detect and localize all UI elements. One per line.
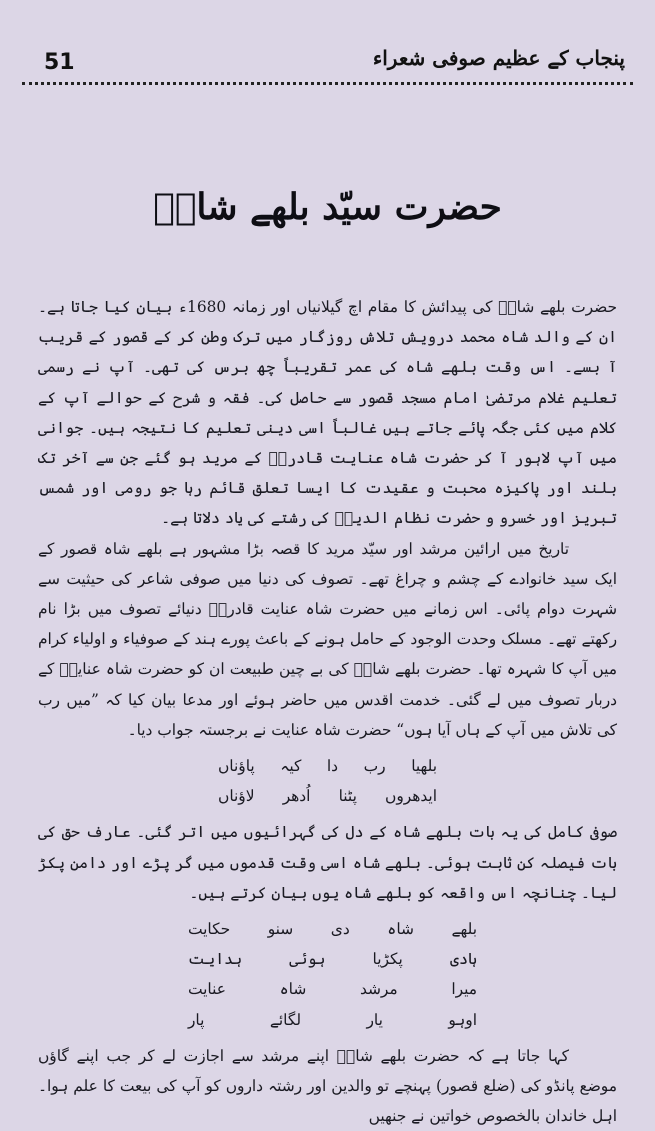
paragraph-1: حضرت بلھے شاہؒ کی پیدائش کا مقام اچ گیلانیاں اور زمانہ 1680ء بیان کیا جاتا ہے۔ ان کے والد شاہ محمد درویش تلاش روزگار میں ترک وطن کر کے قصور کے قریب آ بسے۔ اس وقت بلھے شاہ کی عمر تقریباً چھ برس کی تھی۔ آپ نے رسمی تعلیم غلام مرتضیٰ امام مسجد قصور سے حاصل کی۔ فقہ و شرح کے حوالے آپ کے کلام میں کئی جگہ پائے جاتے ہیں غالباً اسی دینی تعلیم کا نتیجہ ہیں۔ جوانی میں آپ لاہور آ کر حضرت شاہ عنایت قادریؒ کے مرید ہو گئے جن سے آخر تک بلند اور پاکیزہ محبت و عقیدت کا ایسا تعلق قائم رہا جو رومی اور شمس تبریز اور خسرو و حضرت نظام الدینؒ کی رشتے کی یاد دلاتا ہے۔ bbox=[38, 298, 617, 528]
page-number: 51 bbox=[44, 50, 75, 75]
verse-line bbox=[218, 751, 437, 781]
verse-word: کیہ bbox=[280, 757, 302, 776]
chapter-title: حضرت سیّد بلھے شاہؒ bbox=[153, 186, 502, 228]
verse-line bbox=[188, 944, 477, 974]
verse-line bbox=[188, 914, 477, 944]
verse-line bbox=[188, 1005, 477, 1035]
verse-word: شاہ bbox=[279, 980, 307, 999]
verse-word: لگائے bbox=[269, 1010, 302, 1029]
verse-word: اُدھر bbox=[282, 787, 311, 806]
body-text bbox=[38, 292, 617, 1131]
verse-word: عنایت bbox=[188, 980, 226, 999]
paragraph-3: صوفی کامل کی یہ بات بلھے شاہ کے دل کی گہرائیوں میں اتر گئی۔ عارف حق کی بات فیصلہ کن ثابت ہوئی۔ بلھے شاہ اسی وقت قدموں میں گر پڑے اور دامن پکڑ لیا۔ چنانچہ اس واقعہ کو بلھے شاہ یوں بیان کرتے ہیں۔ bbox=[38, 823, 617, 902]
running-title: پنجاب کے عظیم صوفی شعراء bbox=[372, 46, 625, 70]
verse-word: بلھیا bbox=[411, 757, 437, 776]
verse-word: ہادی bbox=[449, 950, 477, 969]
verse-word: پار bbox=[188, 1010, 205, 1029]
verse-block-1 bbox=[38, 751, 617, 811]
verse-word: بلھے bbox=[451, 920, 477, 939]
verse-block-2 bbox=[38, 914, 617, 1035]
verse-word: پکڑیا bbox=[372, 950, 403, 969]
verse-word: دی bbox=[330, 920, 350, 939]
verse-line bbox=[188, 974, 477, 1004]
verse-line bbox=[218, 781, 437, 811]
verse-word: سنو bbox=[267, 920, 294, 939]
verse-word: رب bbox=[363, 757, 386, 776]
verse-word: ہوئی bbox=[289, 950, 326, 969]
verse-word: لاؤناں bbox=[218, 787, 255, 806]
page-header bbox=[22, 44, 633, 84]
verse-word: یار bbox=[366, 1010, 383, 1029]
verse-word: حکایت bbox=[188, 920, 231, 939]
header-dotted-rule bbox=[22, 82, 633, 85]
verse-word: پاؤناں bbox=[218, 757, 255, 776]
verse-word: اوہو bbox=[448, 1010, 477, 1029]
paragraph-2: تاریخ میں ارائین مرشد اور سیّد مرید کا قصہ بڑا مشہور ہے بلھے شاہ قصور کے ایک سید خانوادے کے چشم و چراغ تھے۔ تصوف کی دنیا میں صوفی شاعر کی حیثیت سے شہرت دوام پائی۔ اس زمانے میں حضرت شاہ عنایت قادریؒ دنیائے تصوف میں بڑا نام رکھتے تھے۔ مسلک وحدت الوجود کے حامل ہونے کے باعث پورے ہند کے صوفیاء و اولیاء کرام میں آپ کا شہرہ تھا۔ حضرت بلھے شاہؒ کی بے چین طبیعت ان کو حضرت شاہ عنایتؒ کے دربار تصوف میں لے گئی۔ خدمت اقدس میں حاضر ہوئے اور مدعا بیان کیا کہ ”میں رب کی تلاش میں آپ کے ہاں آیا ہوں“ حضرت شاہ عنایت نے برجستہ جواب دیا۔ bbox=[38, 539, 617, 739]
verse-word: ایدھروں bbox=[385, 787, 437, 806]
verse-word: مرشد bbox=[359, 980, 398, 999]
verse-word: پٹنا bbox=[338, 787, 357, 806]
verse-word: شاہ bbox=[387, 920, 414, 939]
paragraph-4: کہا جاتا ہے کہ حضرت بلھے شاہؒ اپنے مرشد سے اجازت لے کر جب اپنے گاؤں موضع پانڈو کی (ضلع قصور) پہنچے تو والدین اور رشتہ داروں کو آپ کی بیعت کا علم ہوا۔ اہل خاندان بالخصوص خواتین نے جنھیں bbox=[38, 1046, 617, 1126]
verse-word: میرا bbox=[451, 980, 477, 999]
verse-word: ہدایت bbox=[188, 950, 243, 969]
verse-word: دا bbox=[326, 757, 339, 776]
